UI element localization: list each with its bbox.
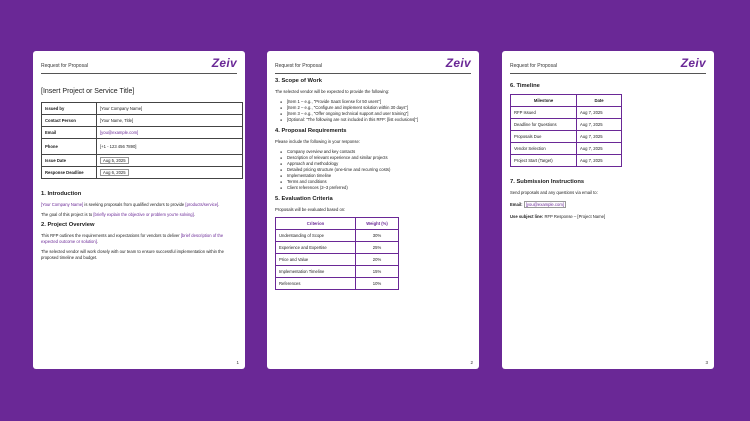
weight-cell: 30% bbox=[356, 230, 399, 242]
info-row bbox=[42, 103, 243, 115]
intro-text: is seeking proposals from qualified vendors to provide bbox=[83, 202, 186, 207]
milestone-cell: Project Start (Target) bbox=[511, 155, 577, 167]
page-number: 1 bbox=[236, 360, 239, 365]
email-label: Email: bbox=[510, 202, 523, 207]
section-heading-submission: 7. Submission Instructions bbox=[510, 179, 585, 185]
scope-list bbox=[275, 99, 471, 123]
info-row bbox=[42, 115, 243, 127]
overview-paragraph-2: The selected vendor will work closely with our team to ensure successful implementation within the proposed timeline and budget. bbox=[41, 249, 224, 260]
intro-paragraph-1 bbox=[41, 202, 237, 208]
info-value: [Your Name, Title] bbox=[100, 118, 134, 123]
date-cell: Aug 7, 2025 bbox=[577, 155, 622, 167]
info-row bbox=[42, 139, 243, 155]
info-row bbox=[42, 167, 243, 179]
email-value: [you@example.com] bbox=[525, 202, 564, 207]
milestone-cell: Deadline for Questions bbox=[511, 119, 577, 131]
placeholder-objective: [briefly explain the objective or problem you're solving] bbox=[93, 212, 194, 217]
requirement-item: ● Implementation timeline bbox=[275, 173, 471, 179]
date-cell: Aug 7, 2025 bbox=[577, 107, 622, 119]
requirement-item: ● Approach and methodology bbox=[275, 161, 471, 167]
info-value-cell bbox=[97, 139, 243, 155]
timeline-table bbox=[510, 94, 622, 167]
criterion-cell: References bbox=[276, 278, 356, 290]
date-cell: Aug 7, 2025 bbox=[577, 131, 622, 143]
criterion-cell: Implementation Timeline bbox=[276, 266, 356, 278]
info-value-cell bbox=[97, 103, 243, 115]
weight-cell: 20% bbox=[356, 254, 399, 266]
info-value: [+1 - 123 456 7890] bbox=[100, 144, 137, 149]
overview-text: This RFP outlines the requirements and expectations for vendors to deliver bbox=[41, 233, 181, 238]
overview-paragraph-1 bbox=[41, 233, 237, 245]
header-title: Request for Proposal bbox=[275, 63, 322, 69]
info-row bbox=[42, 127, 243, 139]
intro-paragraph-2 bbox=[41, 212, 237, 218]
scope-item: ● [Item 2 – e.g., "Configure and implement solution within 30 days"] bbox=[275, 105, 471, 111]
requirement-item: ● Client references (2–3 preferred) bbox=[275, 185, 471, 191]
zeiv-logo: Zeiv bbox=[445, 56, 471, 70]
info-value-cell bbox=[97, 127, 243, 139]
document-page-2 bbox=[267, 51, 479, 369]
placeholder-outcome: [brief description of the expected outcome or solution] bbox=[41, 233, 224, 244]
page-number: 3 bbox=[705, 360, 708, 365]
milestone-cell: RFP Issued bbox=[511, 107, 577, 119]
table-row bbox=[511, 155, 622, 167]
placeholder-company: [Your Company Name] bbox=[41, 202, 84, 207]
info-value-cell bbox=[97, 115, 243, 127]
requirement-item: ● Company overview and key contacts bbox=[275, 149, 471, 155]
submission-intro: Send proposals and any questions via email to: bbox=[510, 190, 598, 195]
table-row bbox=[276, 254, 399, 266]
email-line bbox=[510, 202, 706, 208]
info-label: Issued by bbox=[42, 103, 97, 115]
column-header-milestone: Milestone bbox=[511, 95, 577, 107]
page-header bbox=[502, 51, 714, 73]
column-header-weight: Weight (%) bbox=[356, 218, 399, 230]
page-number: 2 bbox=[470, 360, 473, 365]
zeiv-logo: Zeiv bbox=[680, 56, 706, 70]
criterion-cell: Price and Value bbox=[276, 254, 356, 266]
info-value-cell bbox=[97, 167, 243, 179]
subject-value: RFP Response – [Project Name] bbox=[543, 214, 606, 219]
criterion-cell: Understanding of Scope bbox=[276, 230, 356, 242]
table-row bbox=[276, 278, 399, 290]
criterion-cell: Experience and Expertise bbox=[276, 242, 356, 254]
header-rule bbox=[275, 73, 471, 74]
header-title: Request for Proposal bbox=[510, 63, 557, 69]
table-row bbox=[511, 119, 622, 131]
weight-cell: 15% bbox=[356, 266, 399, 278]
section-heading-project-overview: 2. Project Overview bbox=[41, 222, 95, 228]
table-row bbox=[276, 242, 399, 254]
table-row bbox=[276, 230, 399, 242]
info-table bbox=[41, 102, 243, 179]
table-row bbox=[276, 266, 399, 278]
info-value: Aug 5, 2025 bbox=[100, 157, 129, 164]
scope-item: ● [Item 3 – e.g., "Offer ongoing technical support and user training"] bbox=[275, 111, 471, 117]
date-cell: Aug 7, 2025 bbox=[577, 143, 622, 155]
scope-intro: The selected vendor will be expected to provide the following: bbox=[275, 89, 390, 94]
milestone-cell: Proposals Due bbox=[511, 131, 577, 143]
section-heading-proposal-requirements: 4. Proposal Requirements bbox=[275, 128, 347, 134]
info-value: Aug 6, 2025 bbox=[100, 169, 129, 176]
document-page-1 bbox=[33, 51, 245, 369]
subject-line bbox=[510, 214, 706, 220]
page-header bbox=[267, 51, 479, 73]
column-header-criterion: Criterion bbox=[276, 218, 356, 230]
section-heading-scope: 3. Scope of Work bbox=[275, 78, 322, 84]
subject-label: Use subject line: bbox=[510, 214, 544, 219]
table-row bbox=[511, 107, 622, 119]
weight-cell: 10% bbox=[356, 278, 399, 290]
table-row bbox=[511, 143, 622, 155]
section-heading-introduction: 1. Introduction bbox=[41, 191, 82, 197]
scope-item: ● [Item 1 – e.g., "Provide SaaS license for 50 users"] bbox=[275, 99, 471, 105]
page-header bbox=[33, 51, 245, 73]
milestone-cell: Vendor Selection bbox=[511, 143, 577, 155]
section-heading-evaluation: 5. Evaluation Criteria bbox=[275, 196, 333, 202]
column-header-date: Date bbox=[577, 95, 622, 107]
info-row bbox=[42, 155, 243, 167]
scope-item: ● [Optional: "The following are not included in this RFP: [list exclusions]"] bbox=[275, 117, 471, 123]
requirements-intro: Please include the following in your response: bbox=[275, 139, 360, 144]
intro-end: . bbox=[218, 202, 220, 207]
overview-end: . bbox=[96, 239, 99, 244]
weight-cell: 25% bbox=[356, 242, 399, 254]
info-label: Response Deadline bbox=[42, 167, 97, 179]
requirement-item: ● Description of relevant experience and similar projects bbox=[275, 155, 471, 161]
info-value: [you@example.com] bbox=[100, 130, 139, 135]
info-label: Contact Person bbox=[42, 115, 97, 127]
document-page-3 bbox=[502, 51, 714, 369]
zeiv-logo: Zeiv bbox=[211, 56, 237, 70]
requirements-list bbox=[275, 149, 471, 191]
placeholder-products: [products/service] bbox=[185, 202, 219, 207]
info-label: Email bbox=[42, 127, 97, 139]
section-heading-timeline: 6. Timeline bbox=[510, 83, 540, 89]
evaluation-intro: Proposals will be evaluated based on: bbox=[275, 207, 346, 212]
info-value-cell bbox=[97, 155, 243, 167]
info-label: Phone bbox=[42, 139, 97, 155]
intro-goal-text: The goal of this project is to bbox=[41, 212, 94, 217]
header-rule bbox=[510, 73, 706, 74]
intro-goal-end: . bbox=[193, 212, 195, 217]
info-label: Issue Date bbox=[42, 155, 97, 167]
info-value: [Your Company Name] bbox=[100, 106, 143, 111]
evaluation-table bbox=[275, 217, 399, 290]
table-row bbox=[511, 131, 622, 143]
header-rule bbox=[41, 73, 237, 74]
date-cell: Aug 7, 2025 bbox=[577, 119, 622, 131]
header-title: Request for Proposal bbox=[41, 63, 88, 69]
document-title: [Insert Project or Service Title] bbox=[41, 88, 135, 95]
requirement-item: ● Detailed pricing structure (one-time and recurring costs) bbox=[275, 167, 471, 173]
requirement-item: ● Terms and conditions bbox=[275, 179, 471, 185]
